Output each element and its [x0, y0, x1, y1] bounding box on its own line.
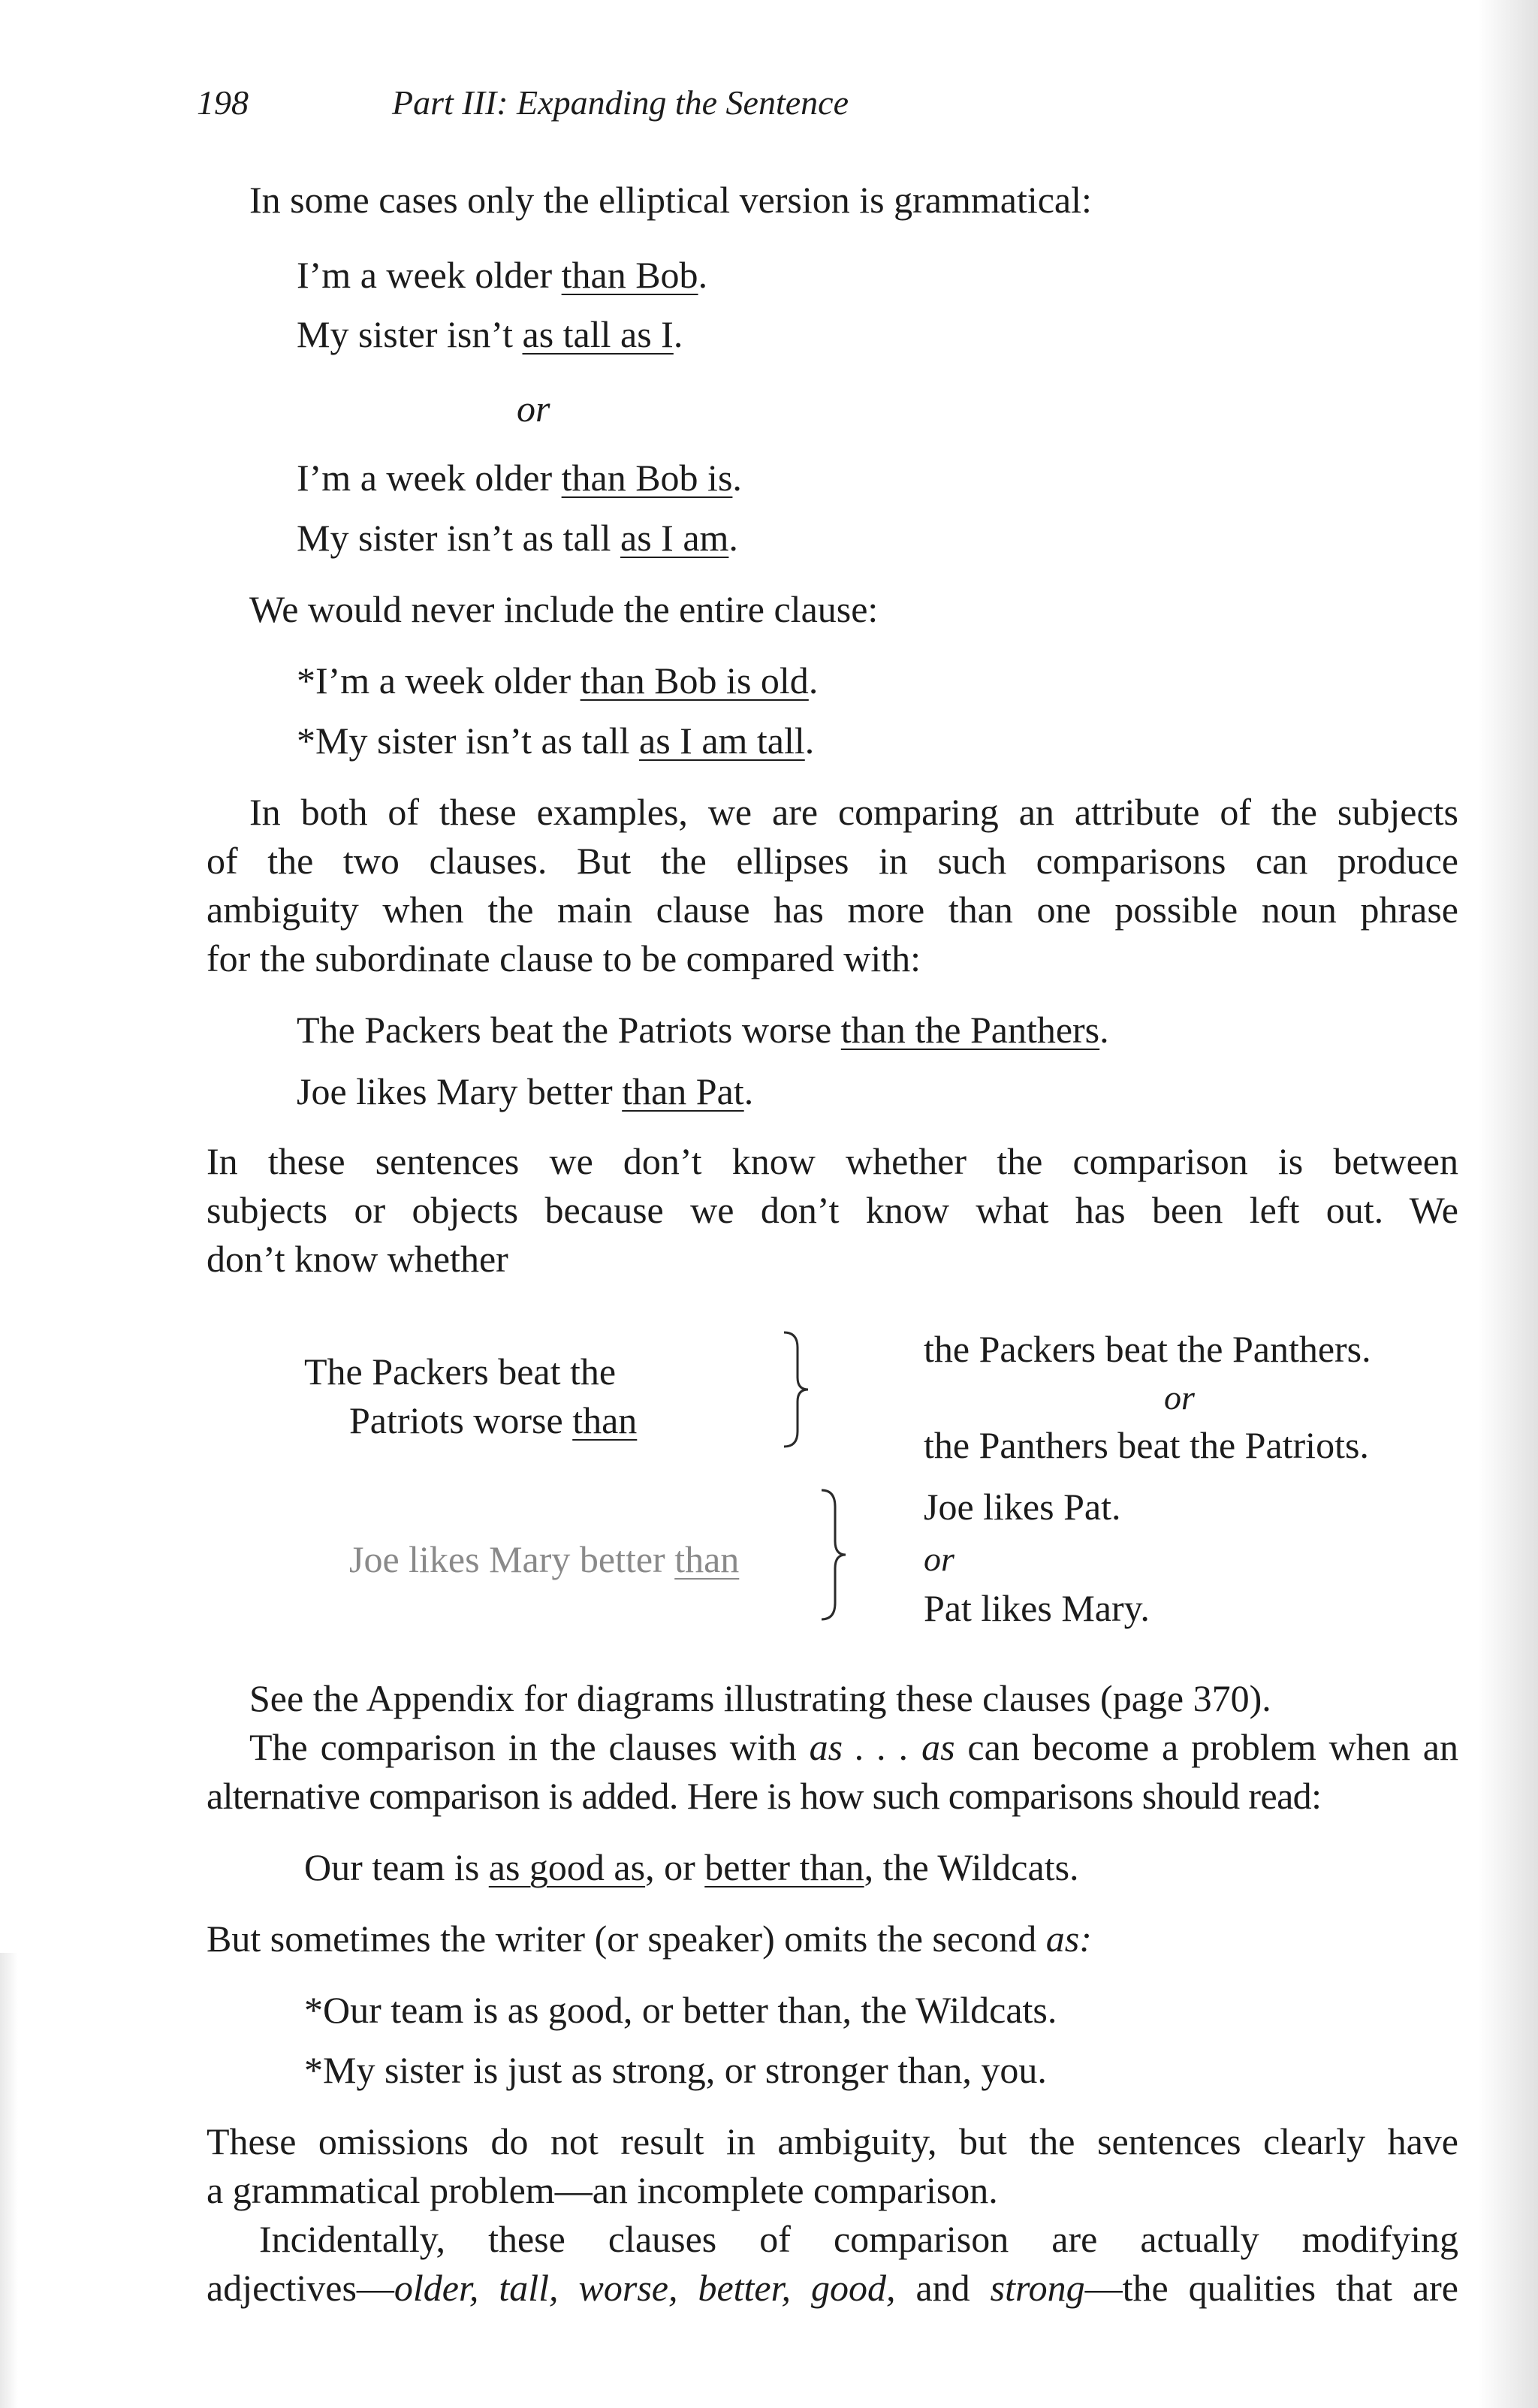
- table-right-text: the Packers beat the Panthers.: [924, 1328, 1371, 1370]
- paragraph-line: adjectives—older, tall, worse, better, good, and strong—the qualities that are: [207, 2267, 1458, 2309]
- table-right-text: Joe likes Pat.: [924, 1486, 1121, 1528]
- example-line: I’m a week older than Bob.: [297, 254, 708, 296]
- table-left-text: Joe likes Mary better than: [349, 1538, 740, 1580]
- paragraph-intro: In some cases only the elliptical version is grammatical:: [249, 179, 1092, 221]
- paragraph: We would never include the entire clause:: [249, 588, 879, 630]
- paragraph-line: for the subordinate clause to be compared with:: [207, 937, 921, 979]
- paragraph-line: In both of these examples, we are comparing an attribute of the subjects: [249, 791, 1458, 833]
- example-line: *My sister isn’t as tall as I am tall.: [297, 720, 815, 762]
- running-title: Part III: Expanding the Sentence: [392, 83, 849, 122]
- paragraph-line: ambiguity when the main clause has more than one possible noun phrase: [207, 889, 1458, 931]
- example-line: *My sister is just as strong, or stronger than, you.: [304, 2049, 1047, 2091]
- example-line: *Our team is as good, or better than, the Wildcats.: [304, 1989, 1057, 2031]
- paragraph: But sometimes the writer (or speaker) omits the second as:: [207, 1918, 1092, 1960]
- or-separator: or: [517, 388, 550, 430]
- page-edge-shadow: [1478, 0, 1538, 2408]
- or-separator: or: [1164, 1378, 1195, 1417]
- example-line: The Packers beat the Patriots worse than the Panthers.: [297, 1009, 1109, 1051]
- example-line: Joe likes Mary better than Pat.: [297, 1070, 754, 1112]
- paragraph: See the Appendix for diagrams illustrating these clauses (page 370).: [249, 1677, 1271, 1719]
- example-line: *I’m a week older than Bob is old.: [297, 659, 819, 702]
- paragraph-line: These omissions do not result in ambiguity, but the sentences clearly have: [207, 2120, 1458, 2162]
- page-edge-shadow-left: [0, 1953, 18, 2408]
- table-left-text: The Packers beat the: [304, 1350, 617, 1393]
- paragraph-line: of the two clauses. But the ellipses in such comparisons can produce: [207, 840, 1458, 882]
- example-line: I’m a week older than Bob is.: [297, 457, 742, 499]
- paragraph-line: Incidentally, these clauses of comparison are actually modifying: [259, 2218, 1458, 2260]
- paragraph-line: alternative comparison is added. Here is how such comparisons should read:: [207, 1775, 1322, 1817]
- right-brace-icon: [819, 1487, 849, 1622]
- table-left-text: Patriots worse than: [349, 1399, 638, 1441]
- example-line: My sister isn’t as tall as I am.: [297, 517, 738, 559]
- example-line: Our team is as good as, or better than, the Wildcats.: [304, 1846, 1079, 1888]
- table-right-text: the Panthers beat the Patriots.: [924, 1424, 1369, 1466]
- example-line: My sister isn’t as tall as I.: [297, 313, 683, 355]
- paragraph-line: a grammatical problem—an incomplete comparison.: [207, 2169, 998, 2211]
- right-brace-icon: [781, 1329, 811, 1450]
- paragraph-line: The comparison in the clauses with as . . . as can become a problem when an: [249, 1726, 1458, 1768]
- paragraph-line: In these sentences we don’t know whether the comparison is between: [207, 1140, 1458, 1182]
- page-number: 198: [197, 83, 249, 122]
- paragraph-line: subjects or objects because we don’t know what has been left out. We: [207, 1189, 1458, 1231]
- paragraph-line: don’t know whether: [207, 1238, 508, 1280]
- or-separator: or: [924, 1540, 954, 1578]
- table-right-text: Pat likes Mary.: [924, 1587, 1150, 1629]
